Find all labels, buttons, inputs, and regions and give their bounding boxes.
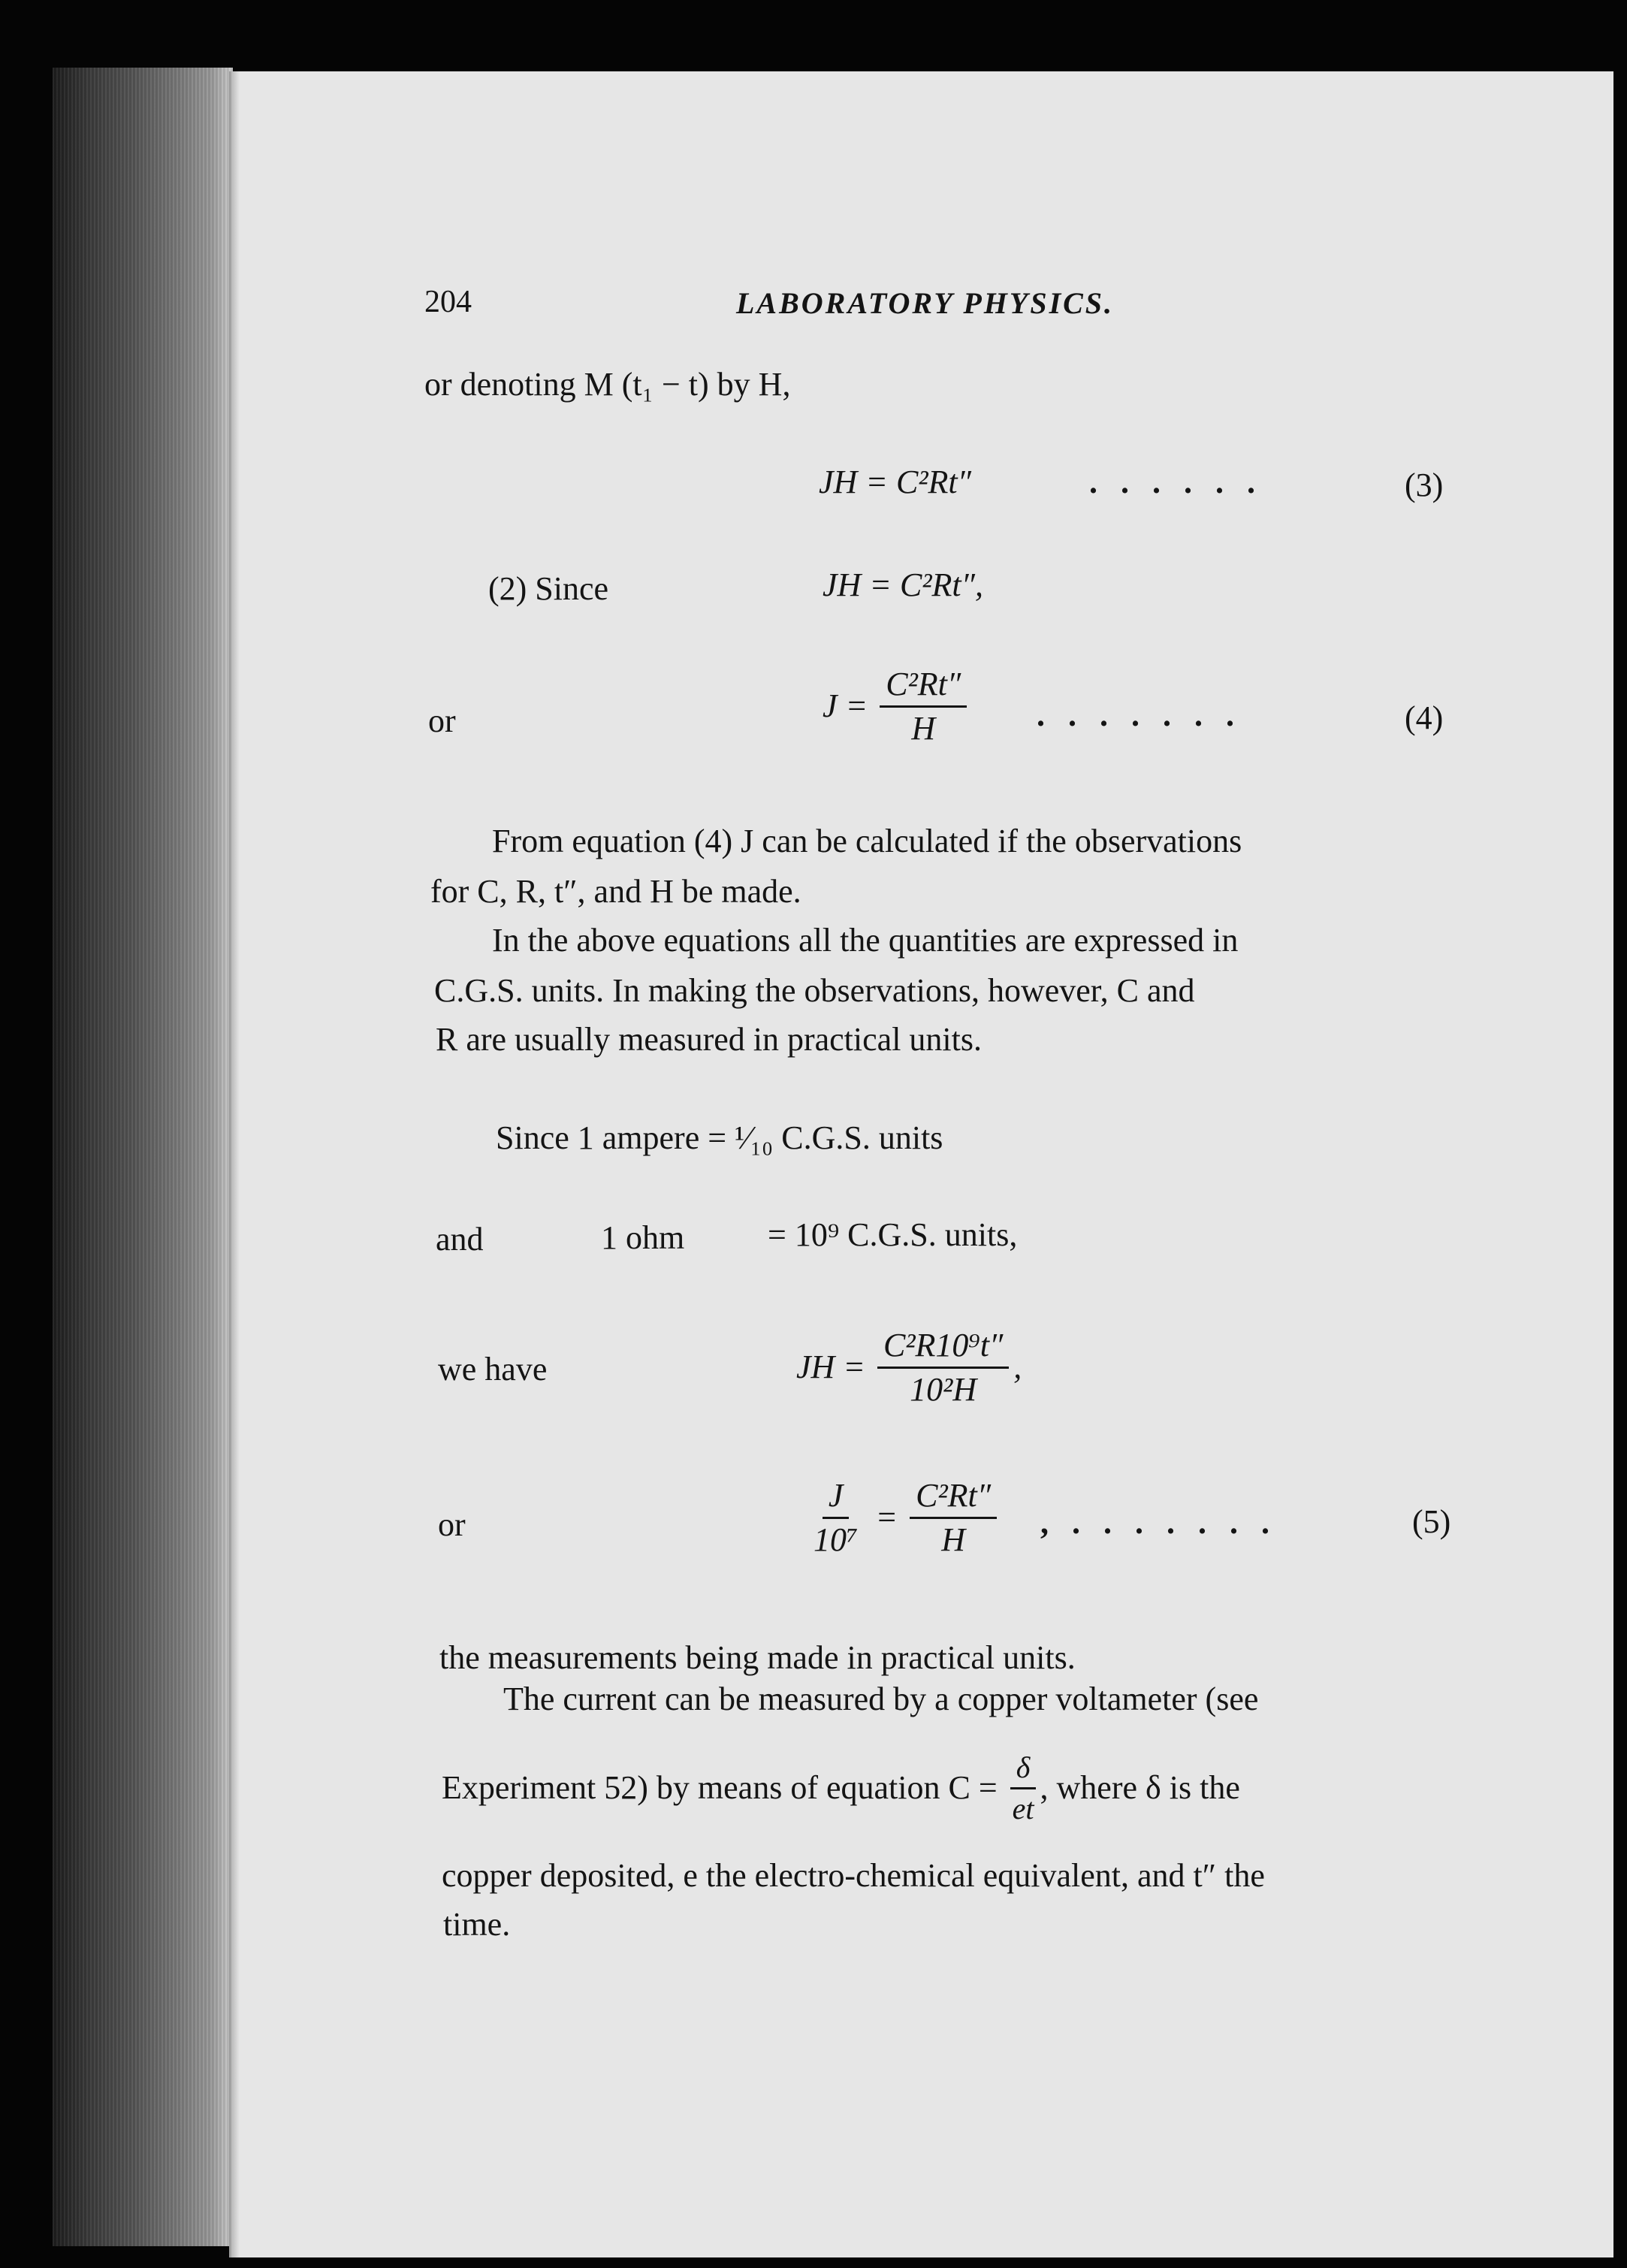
- equation-5: [807, 1450, 997, 1585]
- equation-4-denominator: H: [911, 709, 936, 747]
- jh-numerator: C²R10⁹t″: [877, 1329, 1009, 1369]
- equation-5-equals: =: [877, 1499, 897, 1536]
- running-title: LABORATORY PHYSICS.: [736, 286, 1115, 320]
- we-have-label: we have: [438, 1351, 548, 1388]
- equation-4-numerator: C²Rt″: [880, 668, 967, 708]
- jh-equation: [796, 1300, 1022, 1435]
- paragraph-3-line-1: the measurements being made in practical units.: [439, 1639, 1076, 1676]
- paragraph-2-line-3: R are usually measured in practical units.: [436, 1021, 982, 1058]
- equation-5-right-numerator: C²Rt″: [910, 1479, 997, 1519]
- equation-4-number: (4): [1405, 699, 1444, 736]
- equation-4-fraction: [880, 665, 967, 747]
- delta-numerator: δ: [1010, 1753, 1037, 1789]
- gutter-shadow: [229, 71, 240, 2257]
- equation-3-number: (3): [1405, 467, 1444, 503]
- jh-lhs: JH =: [796, 1348, 865, 1385]
- delta-over-et-fraction: [1007, 1750, 1040, 1826]
- or-label-2: or: [438, 1506, 466, 1543]
- page-number: 204: [424, 285, 472, 319]
- paragraph-4-line-1: The current can be measured by a copper voltameter (see: [503, 1681, 1259, 1717]
- equation-5-right-fraction: [910, 1476, 997, 1558]
- equation-5-number: (5): [1412, 1503, 1451, 1540]
- ohm-label: 1 ohm: [601, 1219, 685, 1256]
- equation-5-right-denominator: H: [941, 1521, 965, 1558]
- paragraph-2-line-1: In the above equations all the quantities are expressed in: [492, 922, 1239, 959]
- ohm-equation: = 10⁹ C.G.S. units,: [768, 1216, 1018, 1253]
- jh-comma: ,: [1013, 1348, 1022, 1385]
- paragraph-4-line-2-start: Experiment 52) by means of equation C =: [442, 1769, 998, 1806]
- equation-4: [823, 639, 967, 774]
- and-label: and: [436, 1221, 484, 1258]
- since-equation: JH = C²Rt″,: [823, 566, 983, 603]
- or-label-1: or: [428, 702, 456, 739]
- ampere-line: Since 1 ampere = ¹⁄₁₀ C.G.S. units: [496, 1119, 943, 1156]
- paragraph-4-line-3: copper deposited, e the electro-chemical equivalent, and t″ the: [442, 1857, 1265, 1894]
- paragraph-4-line-4: time.: [443, 1906, 511, 1943]
- equation-5-left-fraction: [807, 1476, 864, 1558]
- equation-3: JH = C²Rt″: [819, 464, 971, 500]
- equation-5-left-numerator: J: [823, 1479, 850, 1519]
- page-edges-texture: [53, 68, 233, 2246]
- paragraph-4-line-2: [442, 1735, 1240, 1841]
- equation-3-leader: . . . . . .: [1089, 464, 1263, 500]
- equation-5-left-denominator: 10⁷: [814, 1521, 859, 1558]
- et-denominator: et: [1012, 1791, 1034, 1826]
- since-label: (2) Since: [488, 570, 609, 607]
- intro-line: or denoting M (t₁ − t) by H,: [424, 366, 791, 403]
- jh-denominator: 10²H: [910, 1370, 977, 1408]
- paragraph-4-line-2-end: , where δ is the: [1040, 1769, 1240, 1806]
- equation-5-leader: , . . . . . . .: [1040, 1504, 1277, 1541]
- jh-fraction: [877, 1326, 1009, 1408]
- paragraph-2-line-2: C.G.S. units. In making the observations, however, C and: [434, 972, 1195, 1009]
- paragraph-1-line-1: From equation (4) J can be calculated if the observations: [492, 823, 1242, 859]
- equation-4-leader: . . . . . . .: [1037, 696, 1242, 733]
- equation-4-lhs: J =: [823, 687, 868, 724]
- paragraph-1-line-2: for C, R, t″, and H be made.: [430, 873, 801, 910]
